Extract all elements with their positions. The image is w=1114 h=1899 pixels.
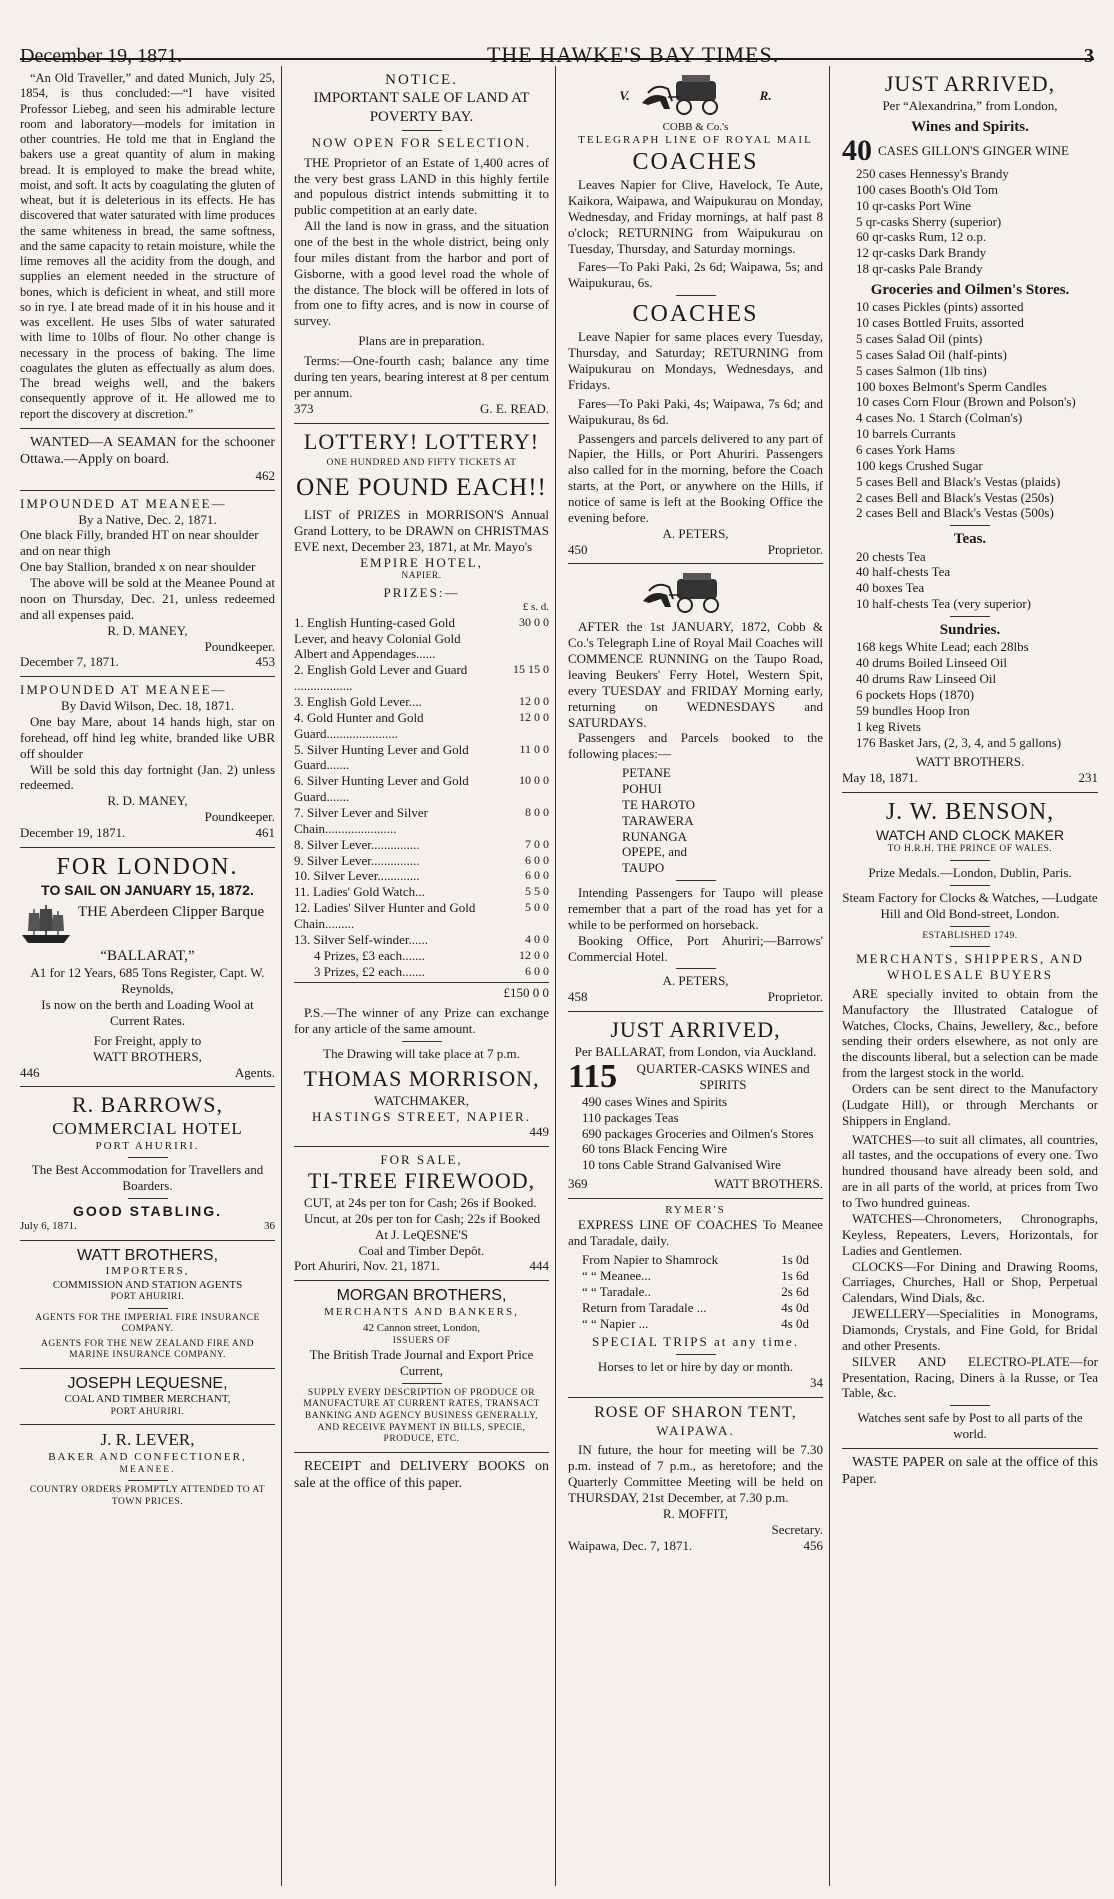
watt-name: WATT BROTHERS, <box>76 1246 219 1264</box>
crest-letter: R. <box>759 88 772 104</box>
firewood-date: Port Ahuriri, Nov. 21, 1871. <box>294 1258 440 1274</box>
receipt-text: RECEIPT and DELIVERY BOOKS on sale at the office of this paper. <box>294 1458 549 1491</box>
coaches-title: COACHES <box>632 148 759 175</box>
coaches-signature: A. PETERS, <box>662 525 729 541</box>
watt-agent: AGENTS FOR THE IMPERIAL FIRE INSURANCE COMPANY. <box>35 1312 260 1335</box>
prize-row: 8. Silver Lever............... 7 0 0 <box>294 836 549 852</box>
ballarat-arrival-ad <box>568 1012 823 1199</box>
prize-total: £150 0 0 <box>294 982 549 1001</box>
impound-date: December 19, 1871. <box>20 824 126 840</box>
sharon-signature: R. MOFFIT, <box>662 1505 729 1521</box>
morgan-receive: AND RECEIVE PAYMENT IN BILLS, SPECIE, PRODUCE, ETC. <box>317 1422 526 1445</box>
benson-medals: Prize Medals.—London, Dublin, Paris. <box>868 865 1072 881</box>
morgan-name: MORGAN BROTHERS, <box>336 1287 507 1305</box>
barrows-name: R. BARROWS, <box>72 1092 223 1118</box>
notice-signature: G. E. READ. <box>480 400 549 416</box>
prize-row: 5. Silver Hunting Lever and Gold Guard....... 11 0 0 <box>294 741 549 773</box>
wanted-text: WANTED—A SEAMAN for the schooner Ottawa.—Apply on board. <box>20 434 275 467</box>
ship-name: “BALLARAT,” <box>100 948 195 965</box>
benson-silver: SILVER AND ELECTRO-PLATE—for Presentation, Racing, Diners à la Russe, or Tea Table, &c. <box>842 1353 1098 1401</box>
arrival-item: 110 packages Teas <box>582 1109 679 1125</box>
fare-row: From Napier to Shamrock 1s 0d <box>582 1252 809 1268</box>
fare-row: “ “ Napier ... 4s 0d <box>582 1315 809 1331</box>
lottery-body: LIST of PRIZES in MORRISON'S Annual Grand Lottery, to be DRAWN on CHRISTMAS EVE next, December 23, 1871, at Mr. Mayo's <box>294 507 549 555</box>
stock-item: 100 cases Booth's Old Tom <box>856 181 999 197</box>
notice-open: NOW OPEN FOR SELECTION. <box>311 134 532 150</box>
arrival-signature: WATT BROTHERS. <box>714 1176 823 1192</box>
stock-item: 100 boxes Belmont's Sperm Candles <box>856 378 1047 394</box>
lottery-sub: ONE HUNDRED AND FIFTY TICKETS AT <box>326 458 517 469</box>
letter-text: “An Old Traveller,” and dated Munich, July 25, 1854, is thus concluded:—“I have visited Professor Liebeg, and seen his admirable lecture room and laboratory—models for imitation in other countries. He told me that in England the bakers use a great quantity of alum in making bread. It is employed to make the bread white, moist, and soft. It acts by coagulating the gluten of wheat, but it is deleterious in its effects. He has discovered that water saturated with lime produces the same whiteness in bread, the same softness, and the same capacity to retain moisture, while the lime removes all the acidity from the dough, and supplies an element needed in the structure of bones, which is deficient in wheat, and still more so in rye. I ate bread made of it in his house and it was excellent. He uses 5lbs of water saturated with lime to 10lbs of flour. No other change is necessary in the process of baking. The lime coagulates the gluten as effectually as alum does. The bread weighs well, and the bakers consequently approve of it. He allowed me to report the discovery at discretion.” <box>20 71 275 421</box>
arrival-per: Per BALLARAT, from London, via Auckland. <box>574 1043 817 1059</box>
impound-sale: Will be sold this day fortnight (Jan. 2) unless redeemed. <box>20 761 275 793</box>
taupo-coach-ad <box>568 564 823 1012</box>
column-4 <box>842 66 1104 1886</box>
benson-clocks: CLOCKS—For Dining and Drawing Rooms, Carriages, Churches, Hall or Shop, Perpetual Calendars, Wind Dials, &c. <box>842 1258 1098 1306</box>
rymer-special: SPECIAL TRIPS at any time. <box>592 1334 799 1350</box>
notice-title: IMPORTANT SALE OF LAND AT POVERTY BAY. <box>313 90 530 125</box>
lever-place: MEANEE. <box>119 1464 176 1475</box>
freight-label: For Freight, apply to <box>93 1032 202 1048</box>
lottery-price: ONE POUND EACH!! <box>296 473 547 501</box>
groceries-list <box>842 299 1098 521</box>
land-notice-ad <box>294 66 549 424</box>
prize-row: 1. English Hunting-cased Gold Lever, and heavy Colonial Gold Albert and Appendages...... 30 0 0 <box>294 614 549 662</box>
cobb-line: TELEGRAPH LINE OF ROYAL MAIL <box>578 134 813 147</box>
morgan-trade: MERCHANTS AND BANKERS, <box>324 1305 519 1318</box>
prize-row: 10. Silver Lever............. 6 0 0 <box>294 868 549 884</box>
ship-detail: A1 for 12 Years, 685 Tons Register, Capt. W. Reynolds, <box>30 965 265 997</box>
fare-row: “ “ Meanee... 1s 6d <box>582 1267 809 1283</box>
ship-icon <box>20 903 72 947</box>
arrival-item: 490 cases Wines and Spirits <box>582 1093 728 1109</box>
coaches-number: 450 <box>568 541 588 557</box>
coaches-parcels: Passengers and parcels delivered to any part of Napier, the Hills, or Port Ahuriri. Passengers also called for in the morning, before the Coach starts, at the Port, or anywhere on the Hills, if notice of same is left at the Booking Office the evening before. <box>568 430 823 525</box>
arrival-quantity: 115 <box>568 1057 618 1095</box>
taupo-booked: Passengers and Parcels booked to the following places:— <box>568 730 823 762</box>
lequesne-place: PORT AHURIRI. <box>110 1406 185 1417</box>
place-item: PETANE <box>622 765 671 781</box>
arrival-number: 369 <box>568 1176 588 1192</box>
taupo-number: 458 <box>568 989 588 1005</box>
rymer-number: 34 <box>810 1375 823 1391</box>
impound-role: Poundkeeper. <box>204 809 275 825</box>
stock-item: 12 qr-casks Dark Brandy <box>856 245 987 261</box>
wanted-ad <box>20 429 275 491</box>
impound-ad-1 <box>20 491 275 677</box>
impound-date: December 7, 1871. <box>20 654 119 670</box>
stock-item: 168 kegs White Lead; each 28lbs <box>856 639 1029 655</box>
london-title: FOR LONDON. <box>56 853 239 880</box>
london-ship-ad <box>20 848 275 1088</box>
wanted-number: 462 <box>255 467 275 483</box>
benson-ad <box>842 793 1098 1449</box>
impound-number: 453 <box>255 654 275 670</box>
stock-item: 2 cases Bell and Black's Vestas (250s) <box>856 489 1054 505</box>
agent-role: Agents. <box>234 1064 275 1080</box>
lever-ad <box>20 1425 275 1514</box>
stock-item: 40 drums Raw Linseed Oil <box>856 671 997 687</box>
ship-detail: Is now on the berth and Loading Wool at Current Rates. <box>41 997 254 1029</box>
bread-letter <box>20 66 275 429</box>
sharon-number: 456 <box>803 1537 823 1553</box>
waste-paper-ad <box>842 1449 1098 1494</box>
firewood-line: CUT, at 24s per ton for Cash; 26s if Booked. <box>304 1194 537 1210</box>
stock-item: 10 cases Pickles (pints) assorted <box>856 299 1024 315</box>
ad-number: 446 <box>20 1064 40 1080</box>
lottery-drawing: The Drawing will take place at 7 p.m. <box>323 1046 520 1062</box>
teas-list <box>842 549 1098 612</box>
receipt-ad <box>294 1453 549 1498</box>
section-head: Teas. <box>953 531 987 548</box>
barrows-date: July 6, 1871. <box>20 1220 77 1233</box>
place-item: TE HAROTO <box>622 796 696 812</box>
stock-item: 176 Basket Jars, (2, 3, 4, and 5 gallons) <box>856 734 1062 750</box>
stock-item: 10 barrels Currants <box>856 426 956 442</box>
arrival-item: 690 packages Groceries and Oilmen's Stores <box>582 1125 814 1141</box>
sail-date: TO SAIL ON JANUARY 15, 1872. <box>41 882 254 899</box>
lottery-place: NAPIER. <box>401 570 442 581</box>
stock-item: 5 cases Salad Oil (pints) <box>856 331 983 347</box>
impound-role: Poundkeeper. <box>204 638 275 654</box>
crest-letter: V. <box>619 88 630 104</box>
rymer-name: RYMER'S <box>665 1204 726 1216</box>
stock-item: 5 cases Salad Oil (half-pints) <box>856 346 1007 362</box>
lottery-title: LOTTERY! LOTTERY! <box>303 428 540 454</box>
benson-orders: Orders can be sent direct to the Manufactory (Ludgate Hill), or through Merchants or Shippers in England. <box>842 1081 1098 1128</box>
watt-line: COMMISSION AND STATION AGENTS <box>52 1278 243 1291</box>
watt-brothers-ad <box>20 1241 275 1369</box>
lever-name: J. R. LEVER, <box>100 1430 195 1450</box>
morrison-trade: WATCHMAKER, <box>374 1092 469 1108</box>
stock-item: 10 cases Bottled Fruits, assorted <box>856 315 1024 331</box>
prize-row: 7. Silver Lever and Silver Chain...................... 8 0 0 <box>294 805 549 836</box>
coaches-role: Proprietor. <box>767 541 823 557</box>
stock-item: 5 cases Salmon (1lb tins) <box>856 362 987 378</box>
place-item: RUNANGA <box>622 828 687 844</box>
lequesne-ad <box>20 1369 275 1426</box>
notice-body: All the land is now in grass, and the situation one of the best in the whole district, being only four miles distant from the harbor and port of Gisborne, with a good level road the whole of the distance. The block will be offered in lots of from one to fifty acres, and is now in course of survey. <box>294 218 549 329</box>
impound-signature: R. D. MANEY, <box>107 622 188 638</box>
place-item: POHUI <box>622 780 662 796</box>
firewood-label: FOR SALE, <box>380 1152 463 1168</box>
coach-icon <box>641 571 751 617</box>
taupo-signature: A. PETERS, <box>662 973 729 989</box>
currency-header: £ s. d. <box>522 601 549 614</box>
stock-item: 18 qr-casks Pale Brandy <box>856 261 983 277</box>
ship-text: THE Aberdeen Clipper Barque <box>78 904 265 921</box>
place-item: TAUPO <box>622 860 665 876</box>
benson-watches: WATCHES—Chronometers, Chronographs, Keyless, Repeaters, Levers, Horizontals, for Ladies and Gentlemen. <box>842 1210 1098 1258</box>
stock-item: 5 cases Bell and Black's Vestas (plaids) <box>856 473 1061 489</box>
impound-number: 461 <box>255 824 275 840</box>
benson-name: J. W. BENSON, <box>885 799 1055 826</box>
impound-line: One black Filly, branded HT on near shoulder and on near thigh <box>20 527 259 559</box>
watt-place: PORT AHURIRI. <box>110 1291 185 1302</box>
barrows-hotel: COMMERCIAL HOTEL <box>52 1119 243 1139</box>
ginger-quantity: 40 <box>842 133 872 167</box>
section-head: Groceries and Oilmen's Stores. <box>870 282 1070 298</box>
sundries-list <box>842 639 1098 750</box>
arrival-date: May 18, 1871. <box>842 770 918 786</box>
coaches-body: Leave Napier for same places every Tuesday, Thursday, and Saturday; RETURNING from Waipukurau on Mondays, Wednesdays, and Fridays. <box>568 329 823 392</box>
coach-icon <box>640 73 750 119</box>
waste-text: WASTE PAPER on sale at the office of this Paper. <box>842 1454 1098 1488</box>
stock-item: 40 half-chests Tea <box>856 564 951 580</box>
fare-row: “ “ Taradale.. 2s 6d <box>582 1283 809 1299</box>
rymer-horses: Horses to let or hire by day or month. <box>597 1359 794 1375</box>
column-2 <box>294 66 556 1886</box>
alexandrina-arrival-ad <box>842 66 1098 793</box>
wines-list <box>842 166 1098 277</box>
benson-to: TO H.R.H. THE PRINCE OF WALES. <box>887 844 1053 855</box>
prize-row: 11. Ladies' Gold Watch... 5 5 0 <box>294 884 549 900</box>
prize-row: 3 Prizes, £2 each....... 6 0 0 <box>314 963 549 979</box>
morgan-address: 42 Cannon street, London, <box>362 1322 480 1335</box>
benson-factory: Steam Factory for Clocks & Watches, —Ludgate Hill and Old Bond-street, London. <box>842 889 1098 921</box>
stock-item: 10 cases Corn Flour (Brown and Polson's) <box>856 394 1076 410</box>
cobb-name: COBB & Co.'s <box>662 121 729 133</box>
issue-date: December 19, 1871. <box>20 45 183 67</box>
prize-row: 3. English Gold Lever.... 12 0 0 <box>294 693 549 709</box>
notice-number: 373 <box>294 400 314 416</box>
prize-row: 13. Silver Self-winder...... 4 0 0 <box>294 931 549 947</box>
sharon-tent-ad <box>568 1398 823 1559</box>
coaches-fares: Fares—To Paki Paki, 4s; Waipawa, 7s 6d; and Waipukurau, 8s 6d. <box>568 395 823 427</box>
column-3 <box>568 66 830 1886</box>
benson-established: ESTABLISHED 1749. <box>922 930 1018 941</box>
impound-signature: R. D. MANEY, <box>107 793 188 809</box>
prize-row: 9. Silver Lever............... 6 0 0 <box>294 852 549 868</box>
coaches-title: COACHES <box>632 301 759 328</box>
notice-body: THE Proprietor of an Estate of 1,400 acres of the very best grass LAND in this highly fertile and populous district intends submitting it to public competition at an early date. <box>294 154 549 218</box>
notice-terms: Terms:—One-fourth cash; balance any time during ten years, bearing interest at 8 per centum per annum. <box>294 353 549 400</box>
stock-item: 40 drums Boiled Linseed Oil <box>856 655 1007 671</box>
coaches-fares: Fares—To Paki Paki, 2s 6d; Waipawa, 5s; and Waipukurau, 6s. <box>568 259 823 291</box>
newspaper-title: THE HAWKE'S BAY TIMES. <box>486 42 780 67</box>
section-head: Sundries. <box>939 622 1001 639</box>
prize-row: 4. Gold Hunter and Gold Guard...................... 12 0 0 <box>294 709 549 741</box>
column-1 <box>20 66 282 1886</box>
stock-item: 1 keg Rivets <box>856 718 921 734</box>
impound-title: IMPOUNDED AT MEANEE— <box>20 495 227 511</box>
morgan-issuers: ISSUERS OF <box>392 1335 451 1346</box>
stock-item: 20 chests Tea <box>856 548 926 564</box>
sharon-role: Secretary. <box>771 1521 823 1537</box>
lequesne-trade: COAL AND TIMBER MERCHANT, <box>64 1393 231 1406</box>
firewood-at: At J. LeQESNE'S <box>375 1226 468 1242</box>
barrows-text: The Best Accommodation for Travellers and Boarders. <box>31 1162 264 1194</box>
benson-watches: WATCHES—to suit all climates, all countries, all tastes, and the occupations of every one. Two hundred thousand have already been sold, and are in all parts of the world, at prices from Two to Two hundred guineas. <box>842 1131 1098 1211</box>
stock-item: 4 cases No. 1 Starch (Colman's) <box>856 410 1023 426</box>
rymer-coaches-ad <box>568 1199 823 1398</box>
morrison-address: HASTINGS STREET, NAPIER. <box>312 1108 531 1124</box>
columns <box>20 66 1098 1886</box>
lever-note: COUNTRY ORDERS PROMPTLY ATTENDED TO AT TOWN PRICES. <box>29 1485 266 1507</box>
stock-item: 250 cases Hennessy's Brandy <box>856 165 1009 181</box>
stock-item: 10 half-chests Tea (very superior) <box>856 596 1032 612</box>
prize-row: 4 Prizes, £3 each....... 12 0 0 <box>314 947 549 963</box>
watt-line: IMPORTERS, <box>105 1265 190 1278</box>
lottery-hotel: EMPIRE HOTEL, <box>360 554 483 570</box>
firewood-number: 444 <box>529 1258 549 1274</box>
prize-row: 6. Silver Hunting Lever and Gold Guard....... 10 0 0 <box>294 773 549 805</box>
morrison-name: THOMAS MORRISON, <box>303 1065 540 1091</box>
morgan-journal: The British Trade Journal and Export Price Current, <box>309 1347 534 1379</box>
lequesne-name: JOSEPH LEQUESNE, <box>67 1374 228 1392</box>
impound-by: By a Native, Dec. 2, 1871. <box>78 511 217 527</box>
arrival-items <box>568 1094 823 1173</box>
impound-ad-2 <box>20 677 275 848</box>
morgan-ad <box>294 1281 549 1453</box>
sharon-date: Waipawa, Dec. 7, 1871. <box>568 1537 693 1553</box>
prize-list <box>294 615 549 980</box>
impound-body: The above will be sold at the Meanee Pound at noon on Thursday, Dec. 21, unless redeemed and all expenses paid. <box>20 575 275 622</box>
place-item: TARAWERA <box>622 812 694 828</box>
morgan-supply: SUPPLY EVERY DESCRIPTION OF PRODUCE OR MANUFACTURE AT CURRENT RATES, TRANSACT BANKING AND AGENCY BUSINESS GENERALLY, <box>303 1387 540 1422</box>
prizes-label: PRIZES:— <box>383 585 460 601</box>
arrival-head: QUARTER-CASKS WINES and SPIRITS <box>636 1060 810 1092</box>
taupo-body: AFTER the 1st JANUARY, 1872, Cobb & Co.'s Telegraph Line of Royal Mail Coaches will COMMENCE RUNNING on the Taupo Road, leaving Beukers' Ferry Hotel, Western Spit, every TUESDAY and FRIDAY Morning early, returning on WEDNESDAYS and SATURDAYS. <box>568 619 823 730</box>
cobb-coaches-ad <box>568 66 823 564</box>
arrival-item: 60 tons Black Fencing Wire <box>582 1141 728 1157</box>
sharon-place: WAIPAWA. <box>656 1422 735 1438</box>
benson-trade: WATCH AND CLOCK MAKER <box>875 827 1065 844</box>
arrival-title: JUST ARRIVED, <box>610 1017 781 1043</box>
page-number: 3 <box>1084 45 1094 67</box>
firewood-ad <box>294 1147 549 1281</box>
sharon-body: IN future, the hour for meeting will be 7.30 p.m. instead of 7 p.m., as heretofore; and the Quarterly Committee Meeting will be held on THURSDAY, 21st December, at 7.30 p.m. <box>568 1442 823 1505</box>
benson-jewellery: JEWELLERY—Specialities in Monograms, Diamonds, Crystals, and Fine Gold, for Bridal and other Presents. <box>842 1306 1098 1353</box>
coaches-body: Leaves Napier for Clive, Havelock, Te Aute, Kaikora, Waipawa, and Waipukurau on Monday, Wednesday, and Friday mornings, at half past 8 o'clock; RETURNING from Waipukurau on Tuesday, Thursday, and Saturday mornings. <box>568 177 823 256</box>
impound-by: By David Wilson, Dec. 18, 1871. <box>61 698 234 714</box>
arrival-number: 231 <box>1078 770 1098 786</box>
barrows-place: PORT AHURIRI. <box>95 1140 200 1153</box>
masthead <box>20 0 1094 67</box>
taupo-places <box>568 765 823 876</box>
watt-agent: AGENTS FOR THE NEW ZEALAND FIRE AND MARINE INSURANCE COMPANY. <box>41 1338 254 1361</box>
ginger-text: CASES GILLON'S GINGER WINE <box>878 143 1069 159</box>
arrival-signature: WATT BROTHERS. <box>915 754 1025 770</box>
taupo-office: Booking Office, Port Ahuriri;—Barrows' Commercial Hotel. <box>568 932 823 964</box>
stock-item: 6 cases York Hams <box>856 442 955 458</box>
benson-post: Watches sent safe by Post to all parts of the world. <box>857 1410 1083 1442</box>
prize-row: 12. Ladies' Silver Hunter and Gold Chain......... 5 0 0 <box>294 900 549 932</box>
stock-item: 40 boxes Tea <box>856 580 925 596</box>
benson-merchants: MERCHANTS, SHIPPERS, AND WHOLESALE BUYERS <box>856 951 1084 983</box>
prize-row: 2. English Gold Lever and Guard .................. 15 15 0 <box>294 662 549 694</box>
stock-item: 100 kegs Crushed Sugar <box>856 457 983 473</box>
rymer-fares <box>568 1249 823 1334</box>
place-item: OPEPE, and <box>622 844 687 860</box>
stabling: GOOD STABLING. <box>72 1203 223 1220</box>
barrows-number: 36 <box>264 1220 275 1233</box>
impound-body: One bay Mare, about 14 hands high, star on forehead, off hind leg white, branded like ∪BR off shoulder <box>20 713 275 761</box>
taupo-note: Intending Passengers for Taupo will please remember that a part of the road has yet for a while to be performed on horseback. <box>568 885 823 932</box>
stock-item: 5 qr-casks Sherry (superior) <box>856 213 1002 229</box>
stock-item: 10 qr-casks Port Wine <box>856 197 971 213</box>
arrival-title: JUST ARRIVED, <box>884 71 1056 96</box>
firewood-depot: Coal and Timber Depôt. <box>358 1242 485 1258</box>
sharon-title: ROSE OF SHARON TENT, <box>594 1404 797 1421</box>
barrows-ad <box>20 1087 275 1240</box>
taupo-role: Proprietor. <box>767 989 823 1005</box>
notice-label: NOTICE. <box>385 72 458 88</box>
impound-line: One bay Stallion, branded x on near shoulder <box>20 559 256 575</box>
notice-plans: Plans are in preparation. <box>358 333 485 349</box>
arrival-per: Per “Alexandrina,” from London, <box>882 97 1058 113</box>
rymer-title: EXPRESS LINE OF COACHES To Meanee and Taradale, daily. <box>568 1217 823 1249</box>
firewood-line: Uncut, at 20s per ton for Cash; 22s if Booked <box>304 1210 541 1226</box>
firewood-title: TI-TREE FIREWOOD, <box>307 1168 536 1194</box>
arrival-item: 10 tons Cable Strand Galvanised Wire <box>582 1157 781 1173</box>
freight-agent: WATT BROTHERS, <box>93 1048 202 1064</box>
stock-item: 60 qr-casks Rum, 12 o.p. <box>856 229 987 245</box>
lottery-ps: P.S.—The winner of any Prize can exchange for any article of the same amount. <box>294 1005 549 1037</box>
lottery-ad <box>294 424 549 1148</box>
section-head: Wines and Spirits. <box>911 118 1029 135</box>
lever-trade: BAKER AND CONFECTIONER, <box>48 1451 247 1464</box>
benson-invite: ARE specially invited to obtain from the Manufactory the Illustrated Catalogue of Watches, Clocks, Chains, Jewellery, &c., before sending their orders elsewhere, as not only are the discounts liberal, but a selection can be made from the largest stock in the world. <box>842 985 1098 1081</box>
stock-item: 2 cases Bell and Black's Vestas (500s) <box>856 505 1054 521</box>
fare-row: Return from Taradale ... 4s 0d <box>582 1299 809 1315</box>
lottery-number: 449 <box>529 1124 549 1140</box>
stock-item: 6 pockets Hops (1870) <box>856 686 975 702</box>
impound-title: IMPOUNDED AT MEANEE— <box>20 682 227 698</box>
stock-item: 59 bundles Hoop Iron <box>856 702 970 718</box>
